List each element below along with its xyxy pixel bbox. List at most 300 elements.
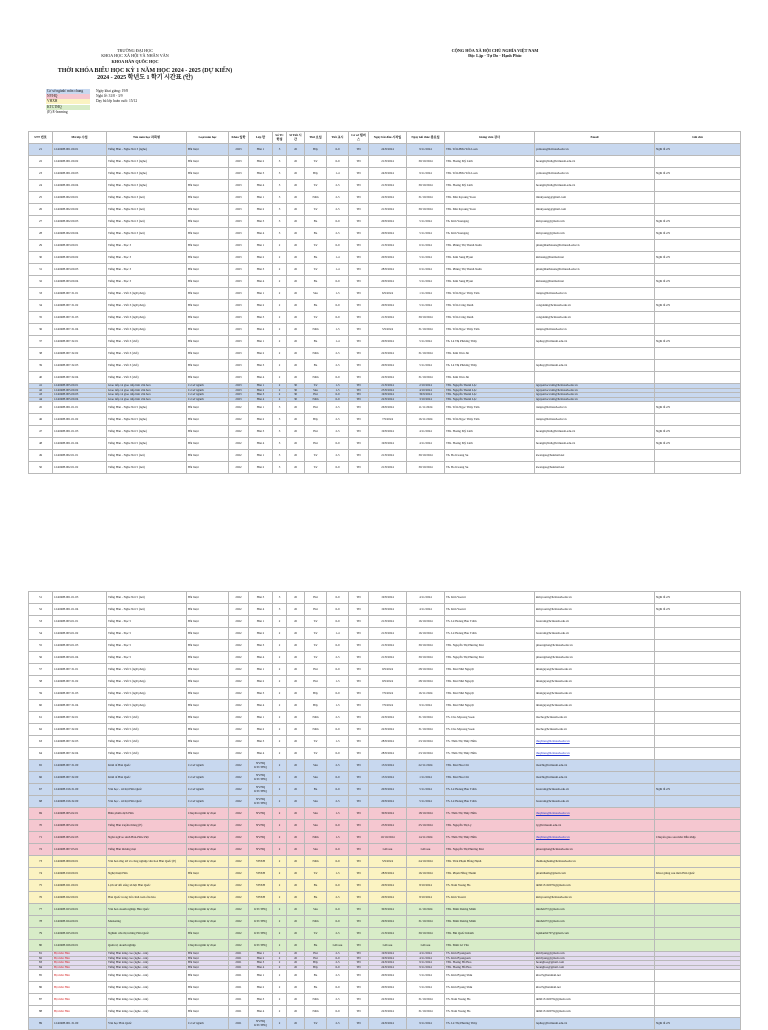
- cell-end-date: 31/10/2024: [407, 994, 445, 1006]
- cell-course-name: Tiếng Hàn - Nghe Nói 5 (nói): [107, 462, 187, 474]
- cell-email[interactable]: mscho@hcmussh.edu.vn: [535, 712, 655, 724]
- cell-email[interactable]: minhdd77@gmail.com: [535, 904, 655, 916]
- cell-note: Nghỉ lễ 2/9: [655, 228, 741, 240]
- cell-periods: 45: [287, 414, 305, 426]
- cell-start-date: 19/8/2024: [369, 426, 407, 438]
- cell-class-code: 124ORH.007.32.03: [53, 736, 107, 748]
- cell-weekday: Tư: [305, 736, 327, 748]
- cell-email[interactable]: nguyenlocvanh@hcmussh.edu.vn: [535, 388, 655, 393]
- cell-email[interactable]: yenloan@hcmussh.edu.vn: [535, 168, 655, 180]
- cell-note: [655, 192, 741, 204]
- cell-email[interactable]: phungthanhxuan@hcmussh.edu.vn: [535, 240, 655, 252]
- cell-course-type: Bắt buộc: [187, 180, 229, 192]
- cell-weekday: Tư: [305, 652, 327, 664]
- table-row: [29, 144, 741, 156]
- cell-end-date: 5/11/2024: [407, 360, 445, 372]
- cell-lecturer: ThS. Trần Ngọc Thùy Tiên: [445, 402, 535, 414]
- cell-lecturer: Th. Bo Kwang Su: [445, 450, 535, 462]
- cell-email[interactable]: ly@hcmussh.edu.vn: [535, 820, 655, 832]
- cell-email[interactable]: maichi@hcmussh.edu.vn: [535, 772, 655, 784]
- cell-cohort: 2023: [229, 264, 249, 276]
- cell-campus: TĐ: [349, 168, 369, 180]
- cell-email[interactable]: hoanghoa@gmail.com: [535, 961, 655, 966]
- cell-class: VHXH: [249, 892, 273, 904]
- cell-note: Nghỉ lễ 2/9: [655, 300, 741, 312]
- cell-credits: 2: [273, 640, 287, 652]
- cell-course-type: Bắt buộc: [187, 652, 229, 664]
- cell-email[interactable]: minhdd77@gmail.com: [535, 916, 655, 928]
- cell-campus: TĐ: [349, 772, 369, 784]
- cell-stt: 43: [29, 393, 53, 398]
- cell-stt: 62: [29, 724, 53, 736]
- cell-course-name: Tiếng Hàn - Viết 5 (viết): [107, 736, 187, 748]
- cell-note: Nghỉ lễ 2/9: [655, 216, 741, 228]
- cell-lecturer: ThS. Phùng Thị Thanh Xuân: [445, 264, 535, 276]
- cell-end-date: 2/10/2024: [407, 384, 445, 389]
- cell-course-name: Tiếng Hàn - Nghe Nói 3 (nghe): [107, 156, 187, 168]
- cell-email[interactable]: nhunguyet@hcmussh.edu.vn: [535, 664, 655, 676]
- cell-note: Nghỉ lễ 2/9: [655, 784, 741, 796]
- cell-lecturer: TS. Nam Young Ha: [445, 994, 535, 1006]
- cell-course-type: Bắt buộc: [187, 994, 229, 1006]
- cell-start-date: 24/8/2024: [369, 1018, 407, 1030]
- national-header: [420, 48, 570, 59]
- cell-class-code: 124ORH.007.31.03: [53, 688, 107, 700]
- cell-campus: TĐ: [349, 180, 369, 192]
- cell-start-date: 26/8/2024: [369, 402, 407, 414]
- cell-stt: 70: [29, 820, 53, 832]
- cell-email[interactable]: kimsung@hanmail.net: [535, 276, 655, 288]
- cell-lecturer: TS. Kim Byung Shik: [445, 982, 535, 994]
- cell-credits: 3: [273, 414, 287, 426]
- cell-cohort: 2023: [229, 192, 249, 204]
- cell-slot: 1-5: [327, 324, 349, 336]
- cell-email[interactable]: hoangmylinh@hcmussh.edu.vn: [535, 156, 655, 168]
- cell-periods: 45: [287, 856, 305, 868]
- cell-course-name: Tiếng Hàn - Viết 5 (ngữ pháp): [107, 664, 187, 676]
- cell-start-date: 19/8/2024: [369, 952, 407, 957]
- cell-class-code: 124ORH.007.31.01: [53, 288, 107, 300]
- cell-start-date: 19/8/2024: [369, 393, 407, 398]
- cell-weekday: Năm: [305, 994, 327, 1006]
- cell-email[interactable]: thuyhien@hcmussh.edu.vn: [535, 832, 655, 844]
- cell-start-date: 28/8/2024: [369, 264, 407, 276]
- cell-cohort: 2022: [229, 736, 249, 748]
- cell-start-date: 5/9/2024: [369, 856, 407, 868]
- cell-course-name: Tiếng Hàn - Nghe Nói 3 (nói): [107, 204, 187, 216]
- cell-lecturer: Th. Kim Youngsig: [445, 216, 535, 228]
- cell-email[interactable]: kwangsu@hanmail.net: [535, 462, 655, 474]
- cell-credits: 3: [273, 426, 287, 438]
- cell-email[interactable]: phuongmai@hcmussh.edu.vn: [535, 652, 655, 664]
- cell-slot: 2-5: [327, 1018, 349, 1030]
- cell-lecturer: ThS. Nguyễn Thị Phương Mai: [445, 640, 535, 652]
- cell-class-code: 124ORH.003.00.01: [53, 240, 107, 252]
- cell-start-date: 22/8/2024: [369, 1006, 407, 1018]
- cell-email[interactable]: kimyoonri@hcmussh.edu.vn: [535, 892, 655, 904]
- cell-class-code: 124ORH.007.32.04: [53, 372, 107, 384]
- cell-stt: 30: [29, 252, 53, 264]
- cell-cohort: 2021: [229, 994, 249, 1006]
- cell-start-date: 20/8/2024: [369, 300, 407, 312]
- cell-weekday: Ba: [305, 360, 327, 372]
- cell-end-date: 31/10/2024: [407, 348, 445, 360]
- table-row: [29, 324, 741, 336]
- cell-campus: TĐ: [349, 156, 369, 168]
- cell-start-date: Gửi sau: [369, 844, 407, 856]
- cell-class-code: 124ORH.005.00.03: [53, 393, 107, 398]
- table-row: [29, 168, 741, 180]
- cell-credits: 2: [273, 324, 287, 336]
- cell-weekday: Tư: [305, 616, 327, 628]
- cell-class: Hàn 4: [249, 276, 273, 288]
- cell-campus: TĐ: [349, 688, 369, 700]
- cell-course-name: Giao tiếp và giao tiếp liên văn hoá: [107, 393, 187, 398]
- cell-end-date: 1/11/2024: [407, 288, 445, 300]
- cell-start-date: 21/8/2024: [369, 180, 407, 192]
- cell-credits: 3: [273, 216, 287, 228]
- cell-slot: 6-9: [327, 1006, 349, 1018]
- cell-cohort: 2022: [229, 462, 249, 474]
- cell-class-code: Bộ môn Hàn: [53, 952, 107, 957]
- cell-stt: 84: [29, 965, 53, 970]
- cell-slot: 6-9: [327, 724, 349, 736]
- cell-email[interactable]: phungthanhxuan@hcmussh.edu.vn: [535, 264, 655, 276]
- table-row: [29, 276, 741, 288]
- cell-email[interactable]: mscho@hcmussh.edu.vn: [535, 724, 655, 736]
- cell-end-date: 5/11/2024: [407, 228, 445, 240]
- cell-end-date: 11/11/2024: [407, 402, 445, 414]
- cell-campus: TĐ: [349, 724, 369, 736]
- cell-cohort: 2022: [229, 916, 249, 928]
- cell-course-name: Văn học Hàn Quốc: [107, 1018, 187, 1030]
- cell-class-code: 124ORH.001.01.04: [53, 438, 107, 450]
- cell-lecturer: ThS. Đinh Dương Minh: [445, 916, 535, 928]
- cell-start-date: 20/8/2024: [369, 228, 407, 240]
- cell-email[interactable]: kbs23@hanmail.net: [535, 982, 655, 994]
- cell-stt: 36: [29, 324, 53, 336]
- cell-email[interactable]: baotram@hcmussh.edu.vn: [535, 784, 655, 796]
- cell-note: [655, 288, 741, 300]
- cell-course-name: Tiếng Hàn - Nghe Nói 5 (nói): [107, 592, 187, 604]
- cell-slot: 6-9: [327, 592, 349, 604]
- cell-stt: 49: [29, 450, 53, 462]
- color-legend: [46, 89, 137, 115]
- cell-periods: 45: [287, 240, 305, 252]
- cell-course-type: Bắt buộc: [187, 216, 229, 228]
- cell-end-date: 31/10/2024: [407, 916, 445, 928]
- cell-email[interactable]: phamthanh@gmail.com: [535, 868, 655, 880]
- cell-class-code: Bộ môn Hàn: [53, 1006, 107, 1018]
- cell-class-code: 124ORH.005.00.04: [53, 397, 107, 402]
- cell-campus: TĐ: [349, 402, 369, 414]
- cell-note: [655, 240, 741, 252]
- cell-periods: 45: [287, 324, 305, 336]
- cell-lecturer: ThS. Nguyễn Thanh Lộc: [445, 384, 535, 389]
- cell-start-date: 21/8/2024: [369, 652, 407, 664]
- cell-weekday: Tư: [305, 180, 327, 192]
- cell-class-code: 124ORH.002.00.01: [53, 192, 107, 204]
- cell-weekday: Ba: [305, 216, 327, 228]
- cell-class: NVHQ KTCTHQ: [249, 1018, 273, 1030]
- cell-email[interactable]: minkyoung@gmail.com: [535, 204, 655, 216]
- cell-campus: TĐ: [349, 940, 369, 952]
- university-header: [60, 48, 210, 64]
- cell-email[interactable]: tienpn@hcmussh.edu.vn: [535, 402, 655, 414]
- cell-class: KTCTHQ: [249, 928, 273, 940]
- cell-lecturer: ThS. Nguyễn Thị Phương Mai: [445, 844, 535, 856]
- cell-credits: 2: [273, 856, 287, 868]
- cell-email[interactable]: phuongmai@hcmussh.edu.vn: [535, 844, 655, 856]
- national-title: CỘNG HÒA XÃ HỘI CHỦ NGHĨA VIỆT NAM: [451, 48, 539, 53]
- cell-stt: 85: [29, 970, 53, 982]
- cell-periods: 45: [287, 216, 305, 228]
- cell-class: Hàn 2: [249, 252, 273, 264]
- cell-email[interactable]: baotram@hcmussh.edu.vn: [535, 796, 655, 808]
- cell-class: Hàn 4: [249, 1006, 273, 1018]
- cell-class: Hàn 1: [249, 288, 273, 300]
- cell-class-code: 124ORH.001.01.03: [53, 426, 107, 438]
- cell-course-name: Tiếng Hàn - Nghe Nói 3 (nói): [107, 192, 187, 204]
- cell-start-date: 9/9/2024: [369, 664, 407, 676]
- cell-email[interactable]: lephuy@hcmussh.edu.vn: [535, 1018, 655, 1030]
- cell-weekday: Hai: [305, 402, 327, 414]
- cell-course-type: Bắt buộc: [187, 640, 229, 652]
- cell-email[interactable]: tienpn@hcmussh.edu.vn: [535, 324, 655, 336]
- table-row: [29, 748, 741, 760]
- cell-course-name: Tiếng Hàn - Nghe Nói 3 (nói): [107, 216, 187, 228]
- cell-campus: TĐ: [349, 904, 369, 916]
- cell-stt: 66: [29, 772, 53, 784]
- cell-credits: 2: [273, 712, 287, 724]
- cell-end-date: 28/10/2024: [407, 676, 445, 688]
- cell-end-date: 5/11/2024: [407, 796, 445, 808]
- cell-cohort: 2022: [229, 676, 249, 688]
- table-row: [29, 820, 741, 832]
- cell-email[interactable]: lephuy@hcmussh.edu.vn: [535, 336, 655, 348]
- cell-end-date: 9/11/2024: [407, 168, 445, 180]
- cell-email[interactable]: kimsung@hanmail.net: [535, 252, 655, 264]
- cell-email[interactable]: phuongmai@hcmussh.edu.vn: [535, 640, 655, 652]
- table-row: [29, 970, 741, 982]
- cell-course-name: Tiếng Hàn - Đọc 5: [107, 616, 187, 628]
- table-row: [29, 736, 741, 748]
- cell-email[interactable]: congdanh@hcmussh.edu.vn: [535, 300, 655, 312]
- cell-email[interactable]: thuyhien@hcmussh.edu.vn: [535, 808, 655, 820]
- cell-email[interactable]: nguyenlocvanh@hcmussh.edu.vn: [535, 393, 655, 398]
- cell-cohort: 2022: [229, 940, 249, 952]
- cell-email[interactable]: lephuy@hcmussh.edu.vn: [535, 360, 655, 372]
- cell-credits: 2: [273, 300, 287, 312]
- cell-email[interactable]: thuyhien@hcmussh.edu.vn: [535, 748, 655, 760]
- cell-cohort: 2022: [229, 652, 249, 664]
- cell-email[interactable]: kimyoung@gmail.com: [535, 228, 655, 240]
- cell-cohort: 2021: [229, 956, 249, 961]
- cell-weekday: Tư: [305, 868, 327, 880]
- cell-class: Hàn 1: [249, 616, 273, 628]
- cell-periods: 45: [287, 736, 305, 748]
- cell-lecturer: Th. Bo Kwang Su: [445, 462, 535, 474]
- cell-email: [535, 940, 655, 952]
- cell-periods: 45: [287, 402, 305, 414]
- cell-note: [655, 372, 741, 384]
- cell-email[interactable]: nhh015102079@gmail.com: [535, 880, 655, 892]
- cell-periods: 30: [287, 384, 305, 389]
- cell-email[interactable]: kimbyung@gmail.com: [535, 952, 655, 957]
- cell-email[interactable]: hoangmylinh@hcmussh.edu.vn: [535, 426, 655, 438]
- cell-credits: 3: [273, 450, 287, 462]
- cell-email[interactable]: kwangsu@hanmail.net: [535, 450, 655, 462]
- cell-lecturer: Th. Kim Youngsig: [445, 228, 535, 240]
- cell-slot: 1-5: [327, 832, 349, 844]
- cell-campus: TĐ: [349, 880, 369, 892]
- cell-email[interactable]: hoanghoa@gmail.com: [535, 965, 655, 970]
- cell-class: Hàn 2: [249, 724, 273, 736]
- cell-email[interactable]: kimbyung@gmail.com: [535, 956, 655, 961]
- cell-email[interactable]: maichi@hcmussh.edu.vn: [535, 760, 655, 772]
- cell-stt: 39: [29, 360, 53, 372]
- cell-email[interactable]: congdanh@hcmussh.edu.vn: [535, 312, 655, 324]
- cell-email[interactable]: nhunguyet@hcmussh.edu.vn: [535, 676, 655, 688]
- cell-periods: 30: [287, 393, 305, 398]
- cell-note: [655, 204, 741, 216]
- cell-lecturer: ThS. Min Kyoung Yoon: [445, 192, 535, 204]
- table-row: [29, 604, 741, 616]
- cell-course-type: Bắt buộc: [187, 965, 229, 970]
- cell-credits: 2: [273, 628, 287, 640]
- cell-email[interactable]: nguyenlocvanh@hcmussh.edu.vn: [535, 397, 655, 402]
- cell-note: [655, 856, 741, 868]
- cell-credits: 2: [273, 952, 287, 957]
- cell-end-date: 16/11/2024: [407, 688, 445, 700]
- cell-stt: 34: [29, 300, 53, 312]
- cell-email[interactable]: tienpn@hcmussh.edu.vn: [535, 414, 655, 426]
- cell-course-name: Giao tiếp và giao tiếp liên văn hoá: [107, 388, 187, 393]
- cell-class-code: 124ORH.001.31.00: [53, 1018, 107, 1030]
- cell-lecturer: TS. Kim Yoonri: [445, 892, 535, 904]
- cell-end-date: 5/11/2024: [407, 970, 445, 982]
- cell-course-name: Tiếng Hàn nâng cao (nghe - nói): [107, 994, 187, 1006]
- cell-class: Hàn 1: [249, 664, 273, 676]
- cell-stt: 80: [29, 940, 53, 952]
- cell-email[interactable]: nguyenlocvanh@hcmussh.edu.vn: [535, 384, 655, 389]
- cell-email[interactable]: baotram@hcmussh.edu.vn: [535, 628, 655, 640]
- cell-lecturer: ThS. Đinh Dương Minh: [445, 904, 535, 916]
- cell-periods: 45: [287, 450, 305, 462]
- cell-periods: 45: [287, 288, 305, 300]
- cell-course-name: Tiếng Hàn nâng cao (nghe - nói): [107, 982, 187, 994]
- cell-note: [655, 688, 741, 700]
- cell-email[interactable]: bqkhanh2707@gmail.com: [535, 928, 655, 940]
- cell-note: [655, 312, 741, 324]
- cell-slot: 1-4: [327, 264, 349, 276]
- cell-start-date: 21/8/2024: [369, 384, 407, 389]
- cell-periods: 45: [287, 462, 305, 474]
- cell-campus: TĐ: [349, 384, 369, 389]
- cell-slot: 6-9: [327, 300, 349, 312]
- cell-email[interactable]: nhh015102079@gmail.com: [535, 1006, 655, 1018]
- cell-email[interactable]: nhunguyet@hcmussh.edu.vn: [535, 700, 655, 712]
- cell-slot: 6-9: [327, 880, 349, 892]
- cell-course-type: Chuyên ngành tự chọn: [187, 916, 229, 928]
- cell-end-date: 8/10/2024: [407, 880, 445, 892]
- cell-credits: 2: [273, 312, 287, 324]
- cell-course-name: Tiếng Hàn - Nghe Nói 3 (nói): [107, 228, 187, 240]
- table-row: [29, 664, 741, 676]
- cell-class-code: 124ORH.001.00.04: [53, 180, 107, 192]
- cell-course-name: Tiếng Hàn - Viết 3 (viết): [107, 336, 187, 348]
- cell-class: Hàn 4: [249, 652, 273, 664]
- cell-email[interactable]: hoangmylinh@hcmussh.edu.vn: [535, 438, 655, 450]
- cell-cohort: 2022: [229, 820, 249, 832]
- cell-cohort: 2022: [229, 450, 249, 462]
- cell-campus: TĐ: [349, 360, 369, 372]
- cell-periods: 45: [287, 616, 305, 628]
- cell-class: NVHQ KTCTHQ: [249, 760, 273, 772]
- cell-end-date: 6/11/2024: [407, 240, 445, 252]
- legend-note: Dạy bù lớp hoàn cuối: 15/12: [96, 99, 138, 104]
- cell-end-date: 5/11/2024: [407, 300, 445, 312]
- cell-weekday: Sáu: [305, 844, 327, 856]
- page-title: [30, 68, 260, 83]
- cell-cohort: 2022: [229, 844, 249, 856]
- cell-email[interactable]: hoangmylinh@hcmussh.edu.vn: [535, 180, 655, 192]
- cell-end-date: 30/10/2024: [407, 652, 445, 664]
- cell-slot: 2-5: [327, 970, 349, 982]
- cell-course-type: Bắt buộc: [187, 156, 229, 168]
- cell-class-code: 124ORH.002.01.01: [53, 450, 107, 462]
- cell-email[interactable]: baotram@hcmussh.edu.vn: [535, 616, 655, 628]
- cell-email[interactable]: yenloan@hcmussh.edu.vn: [535, 144, 655, 156]
- cell-slot: 6-9: [327, 965, 349, 970]
- cell-stt: 29: [29, 240, 53, 252]
- cell-class: Hàn 2: [249, 414, 273, 426]
- cell-email[interactable]: thuyhien@hcmussh.edu.vn: [535, 736, 655, 748]
- cell-periods: 45: [287, 180, 305, 192]
- cell-campus: TĐ: [349, 970, 369, 982]
- cell-cohort: 2022: [229, 784, 249, 796]
- cell-email[interactable]: tienpn@hcmussh.edu.vn: [535, 288, 655, 300]
- cell-credits: 2: [273, 965, 287, 970]
- cell-periods: 45: [287, 940, 305, 952]
- cell-email[interactable]: kimyoung@gmail.com: [535, 216, 655, 228]
- cell-email[interactable]: minkyoung@gmail.com: [535, 192, 655, 204]
- cell-lecturer: ThS. Mai Như Nguyệt: [445, 676, 535, 688]
- cell-email[interactable]: thaihonghanh@hcmussh.edu.vn: [535, 856, 655, 868]
- cell-start-date: 23/8/2024: [369, 820, 407, 832]
- cell-email[interactable]: kbs23@hanmail.net: [535, 970, 655, 982]
- cell-slot: 2-5: [327, 760, 349, 772]
- cell-email[interactable]: nhunguyet@hcmussh.edu.vn: [535, 688, 655, 700]
- cell-class: Hàn 4: [249, 700, 273, 712]
- cell-periods: 45: [287, 252, 305, 264]
- cell-weekday: Bảy: [305, 168, 327, 180]
- cell-weekday: Tư: [305, 264, 327, 276]
- table-row: [29, 688, 741, 700]
- cell-class: Hàn 3: [249, 426, 273, 438]
- cell-slot: 6-9: [327, 604, 349, 616]
- cell-stt: 58: [29, 676, 53, 688]
- cell-credits: 2: [273, 748, 287, 760]
- cell-credits: 2: [273, 700, 287, 712]
- cell-weekday: Tư: [305, 1018, 327, 1030]
- cell-lecturer: ThS. Hoàng Mỹ Linh: [445, 438, 535, 450]
- cell-course-type: Bắt buộc: [187, 360, 229, 372]
- cell-email[interactable]: kimyoonri@hcmussh.edu.vn: [535, 604, 655, 616]
- table-row: [29, 904, 741, 916]
- cell-email[interactable]: nhh015102079@gmail.com: [535, 994, 655, 1006]
- cell-email[interactable]: kimyoonri@hcmussh.edu.vn: [535, 592, 655, 604]
